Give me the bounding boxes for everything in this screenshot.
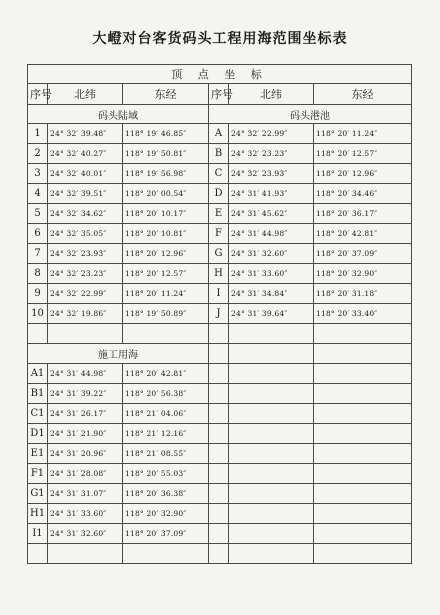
- empty-cell: [28, 544, 48, 564]
- longitude-cell: 118° 21′ 04.06″: [123, 404, 209, 424]
- empty-cell: [209, 404, 229, 424]
- latitude-cell: 24° 31′ 21.90″: [48, 424, 123, 444]
- table-row: [28, 384, 412, 404]
- table-row: [28, 304, 412, 324]
- empty-cell: [229, 484, 314, 504]
- latitude-cell: 24° 31′ 31.07″: [48, 484, 123, 504]
- point-id: I: [209, 284, 229, 304]
- longitude-cell: 118° 20′ 55.03″: [123, 464, 209, 484]
- table-row: [28, 204, 412, 224]
- point-id: B: [209, 144, 229, 164]
- empty-cell: [209, 344, 229, 364]
- latitude-cell: 24° 32′ 22.99″: [229, 124, 314, 144]
- longitude-cell: 118° 21′ 12.16″: [123, 424, 209, 444]
- empty-cell: [209, 384, 229, 404]
- empty-cell: [209, 464, 229, 484]
- latitude-cell: 24° 32′ 23.23″: [229, 144, 314, 164]
- column-header-lon-left: 东经: [123, 84, 209, 105]
- latitude-cell: 24° 32′ 34.62″: [48, 204, 123, 224]
- point-id: H1: [28, 504, 48, 524]
- empty-cell: [314, 364, 412, 384]
- empty-cell: [314, 544, 412, 564]
- empty-cell: [209, 484, 229, 504]
- empty-cell: [48, 544, 123, 564]
- empty-cell: [229, 464, 314, 484]
- empty-cell: [209, 424, 229, 444]
- empty-cell: [229, 544, 314, 564]
- point-id: A: [209, 124, 229, 144]
- empty-cell: [314, 424, 412, 444]
- column-header-lat-right: 北纬: [229, 84, 314, 105]
- table-row: [28, 484, 412, 504]
- table-row: [28, 464, 412, 484]
- point-id: 7: [28, 244, 48, 264]
- section-label-construction: 施工用海: [28, 344, 209, 364]
- table-row: [28, 144, 412, 164]
- coordinate-table: [27, 64, 412, 564]
- point-id: A1: [28, 364, 48, 384]
- empty-cell: [229, 524, 314, 544]
- latitude-cell: 24° 31′ 32.60″: [229, 244, 314, 264]
- latitude-cell: 24° 32′ 23.23″: [48, 264, 123, 284]
- longitude-cell: 118° 20′ 32.90″: [123, 504, 209, 524]
- section-row: [28, 344, 412, 364]
- empty-cell: [314, 444, 412, 464]
- latitude-cell: 24° 31′ 28.08″: [48, 464, 123, 484]
- empty-cell: [314, 504, 412, 524]
- latitude-cell: 24° 31′ 33.60″: [229, 264, 314, 284]
- point-id: 1: [28, 124, 48, 144]
- empty-cell: [209, 324, 229, 344]
- latitude-cell: 24° 32′ 19.86″: [48, 304, 123, 324]
- column-header-lon-right: 东经: [314, 84, 412, 105]
- latitude-cell: 24° 31′ 34.84″: [229, 284, 314, 304]
- empty-cell: [229, 424, 314, 444]
- latitude-cell: 24° 32′ 40.27″: [48, 144, 123, 164]
- empty-cell: [229, 324, 314, 344]
- point-id: 8: [28, 264, 48, 284]
- latitude-cell: 24° 31′ 32.60″: [48, 524, 123, 544]
- column-header-seq-right: 序号: [209, 84, 229, 105]
- table-row: [28, 224, 412, 244]
- empty-cell: [123, 544, 209, 564]
- latitude-cell: 24° 31′ 33.60″: [48, 504, 123, 524]
- table-row: [28, 444, 412, 464]
- longitude-cell: 118° 20′ 36.17″: [314, 204, 412, 224]
- longitude-cell: 118° 20′ 33.40″: [314, 304, 412, 324]
- longitude-cell: 118° 19′ 50.81″: [123, 144, 209, 164]
- latitude-cell: 24° 31′ 39.22″: [48, 384, 123, 404]
- point-id: E1: [28, 444, 48, 464]
- latitude-cell: 24° 32′ 22.99″: [48, 284, 123, 304]
- longitude-cell: 118° 19′ 50.89″: [123, 304, 209, 324]
- point-id: D: [209, 184, 229, 204]
- point-id: F1: [28, 464, 48, 484]
- longitude-cell: 118° 20′ 34.46″: [314, 184, 412, 204]
- latitude-cell: 24° 31′ 26.17″: [48, 404, 123, 424]
- empty-cell: [209, 444, 229, 464]
- longitude-cell: 118° 20′ 56.38″: [123, 384, 209, 404]
- latitude-cell: 24° 32′ 40.01″: [48, 164, 123, 184]
- point-id: 4: [28, 184, 48, 204]
- longitude-cell: 118° 20′ 31.18″: [314, 284, 412, 304]
- longitude-cell: 118° 20′ 10.17″: [123, 204, 209, 224]
- empty-cell: [209, 364, 229, 384]
- longitude-cell: 118° 20′ 36.38″: [123, 484, 209, 504]
- longitude-cell: 118° 20′ 12.96″: [123, 244, 209, 264]
- latitude-cell: 24° 32′ 23.93″: [229, 164, 314, 184]
- empty-cell: [314, 404, 412, 424]
- empty-cell: [229, 384, 314, 404]
- empty-cell: [314, 384, 412, 404]
- empty-cell: [123, 324, 209, 344]
- empty-cell: [229, 504, 314, 524]
- empty-cell: [314, 524, 412, 544]
- table-row: [28, 164, 412, 184]
- blank-row: [28, 324, 412, 344]
- point-id: 9: [28, 284, 48, 304]
- table-caption: 顶 点 坐 标: [28, 65, 412, 84]
- point-id: C: [209, 164, 229, 184]
- section-label-land: 码头陆域: [28, 105, 209, 124]
- section-label-basin: 码头港池: [209, 105, 412, 124]
- longitude-cell: 118° 20′ 32.90″: [314, 264, 412, 284]
- empty-cell: [209, 504, 229, 524]
- empty-cell: [229, 404, 314, 424]
- empty-cell: [209, 544, 229, 564]
- point-id: B1: [28, 384, 48, 404]
- longitude-cell: 118° 20′ 42.81″: [314, 224, 412, 244]
- latitude-cell: 24° 32′ 39.48″: [48, 124, 123, 144]
- longitude-cell: 118° 20′ 11.24″: [314, 124, 412, 144]
- longitude-cell: 118° 20′ 37.09″: [123, 524, 209, 544]
- point-id: F: [209, 224, 229, 244]
- longitude-cell: 118° 20′ 10.81″: [123, 224, 209, 244]
- table-row: [28, 504, 412, 524]
- empty-cell: [314, 324, 412, 344]
- longitude-cell: 118° 20′ 37.09″: [314, 244, 412, 264]
- latitude-cell: 24° 32′ 39.51″: [48, 184, 123, 204]
- blank-row: [28, 544, 412, 564]
- point-id: E: [209, 204, 229, 224]
- point-id: C1: [28, 404, 48, 424]
- table-row: [28, 244, 412, 264]
- table-row: [28, 184, 412, 204]
- longitude-cell: 118° 20′ 12.57″: [314, 144, 412, 164]
- table-row: [28, 264, 412, 284]
- column-header-lat-left: 北纬: [48, 84, 123, 105]
- longitude-cell: 118° 20′ 00.54″: [123, 184, 209, 204]
- latitude-cell: 24° 31′ 41.93″: [229, 184, 314, 204]
- table-row: [28, 364, 412, 384]
- table-row: [28, 404, 412, 424]
- longitude-cell: 118° 19′ 46.85″: [123, 124, 209, 144]
- table-row: [28, 284, 412, 304]
- latitude-cell: 24° 31′ 44.98″: [229, 224, 314, 244]
- table-row: [28, 424, 412, 444]
- latitude-cell: 24° 31′ 45.62″: [229, 204, 314, 224]
- empty-cell: [314, 344, 412, 364]
- point-id: 6: [28, 224, 48, 244]
- empty-cell: [48, 324, 123, 344]
- column-header-seq-left: 序号: [28, 84, 48, 105]
- empty-cell: [229, 364, 314, 384]
- empty-cell: [314, 484, 412, 504]
- point-id: J: [209, 304, 229, 324]
- longitude-cell: 118° 21′ 08.55″: [123, 444, 209, 464]
- latitude-cell: 24° 31′ 20.96″: [48, 444, 123, 464]
- empty-cell: [229, 444, 314, 464]
- longitude-cell: 118° 20′ 11.24″: [123, 284, 209, 304]
- latitude-cell: 24° 31′ 39.64″: [229, 304, 314, 324]
- point-id: I1: [28, 524, 48, 544]
- point-id: G1: [28, 484, 48, 504]
- longitude-cell: 118° 19′ 56.98″: [123, 164, 209, 184]
- latitude-cell: 24° 32′ 35.05″: [48, 224, 123, 244]
- point-id: D1: [28, 424, 48, 444]
- table-row: [28, 524, 412, 544]
- table-row: [28, 124, 412, 144]
- longitude-cell: 118° 20′ 12.96″: [314, 164, 412, 184]
- latitude-cell: 24° 32′ 23.93″: [48, 244, 123, 264]
- point-id: 3: [28, 164, 48, 184]
- latitude-cell: 24° 31′ 44.98″: [48, 364, 123, 384]
- empty-cell: [209, 524, 229, 544]
- empty-cell: [314, 464, 412, 484]
- longitude-cell: 118° 20′ 12.57″: [123, 264, 209, 284]
- empty-cell: [28, 324, 48, 344]
- point-id: G: [209, 244, 229, 264]
- point-id: 2: [28, 144, 48, 164]
- point-id: 10: [28, 304, 48, 324]
- point-id: 5: [28, 204, 48, 224]
- page-title: 大嶝对台客货码头工程用海范围坐标表: [92, 31, 348, 47]
- point-id: H: [209, 264, 229, 284]
- empty-cell: [229, 344, 314, 364]
- longitude-cell: 118° 20′ 42.81″: [123, 364, 209, 384]
